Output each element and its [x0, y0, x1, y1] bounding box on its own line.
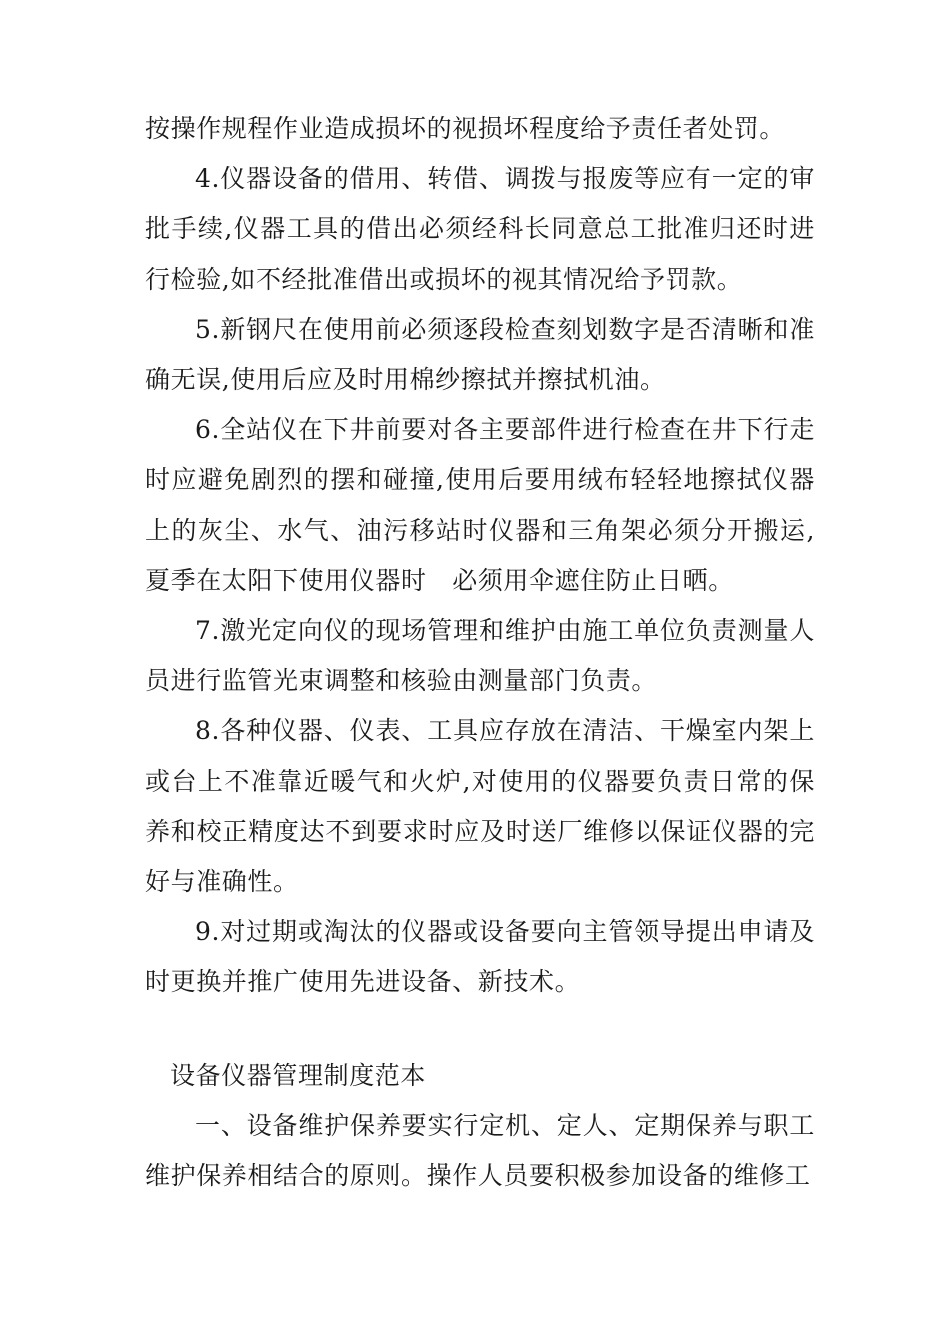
paragraph-item-9: 9.对过期或淘汰的仪器或设备要向主管领导提出申请及时更换并推广使用先进设备、新技术。 [145, 917, 815, 997]
paragraph-item-5: 5.新钢尺在使用前必须逐段检查刻划数字是否清晰和准确无误,使用后应及时用棉纱擦拭并擦拭机油。 [145, 314, 815, 395]
paragraph-item-8: 8.各种仪器、仪表、工具应存放在清洁、干燥室内架上或台上不准靠近暖气和火炉,对使用的仪器要负责日常的保养和校正精度达不到要求时应及时送厂维修以保证仪器的完好与准确性。 [145, 716, 815, 897]
paragraph-continuation: 按操作规程作业造成损坏的视损坏程度给予责任者处罚。 [145, 114, 786, 143]
paragraph-section-1: 一、设备维护保养要实行定机、定人、定期保养与职工维护保养相结合的原则。操作人员要积极参加设备的维修工 [145, 1110, 815, 1191]
paragraph-item-4: 4.仪器设备的借用、转借、调拨与报废等应有一定的审批手续,仪器工具的借出必须经科长同意总工批准归还时进行检验,如不经批准借出或损坏的视其情况给予罚款。 [145, 164, 815, 294]
paragraph-item-7: 7.激光定向仪的现场管理和维护由施工单位负责测量人员进行监管光束调整和核验由测量部门负责。 [145, 616, 815, 696]
document-body [145, 104, 815, 1201]
section-title: 设备仪器管理制度范本 [170, 1060, 427, 1090]
paragraph-item-6: 6.全站仪在下井前要对各主要部件进行检查在井下行走时应避免剧烈的摆和碰撞,使用后要用绒布轻轻地擦拭仪器上的灰尘、水气、油污移站时仪器和三角架必须分开搬运,夏季在太阳下使用仪器时 必须用伞遮住防止日晒。 [145, 415, 815, 595]
section-gap [145, 1008, 815, 1051]
